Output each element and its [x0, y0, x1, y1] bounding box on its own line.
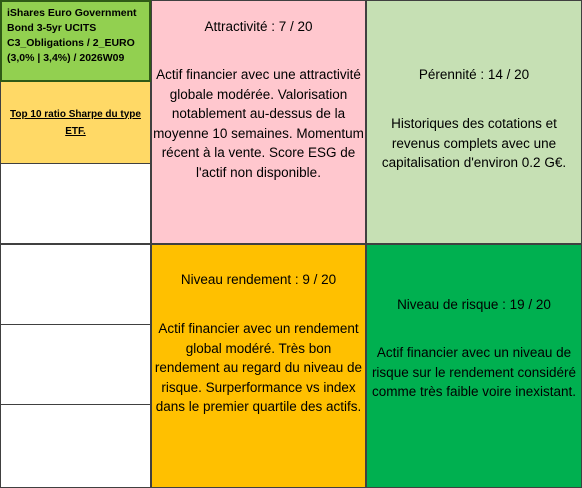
empty-cell — [0, 164, 151, 244]
attractivite-panel — [151, 0, 366, 244]
risque-description: Actif financier avec un niveau de risque sur le rendement considéré comme très faible voire inexistant. — [371, 345, 577, 400]
risque-panel — [366, 244, 582, 488]
attractivite-title: Attractivité : 7 / 20 — [204, 19, 313, 34]
fund-name-line: iShares Euro Government — [7, 7, 137, 19]
rendement-panel — [151, 244, 366, 488]
empty-cell — [0, 244, 151, 325]
perennite-title: Pérennité : 14 / 20 — [418, 67, 530, 82]
fund-name-line: Bond 3-5yr UCITS — [7, 22, 97, 34]
rendement-title: Niveau rendement : 9 / 20 — [180, 272, 337, 287]
attractivite-description: Actif financier avec une attractivité globale modérée. Valorisation notablement au-dessus de la moyenne 10 semaines. Momentum récent à la vente. Score ESG de l'actif non disponible. — [153, 67, 364, 180]
risque-title: Niveau de risque : 19 / 20 — [397, 297, 551, 312]
perennite-panel — [366, 0, 582, 244]
fund-name-cell — [0, 0, 151, 82]
perennite-description: Historiques des cotations et revenus complets avec une capitalisation d'environ 0.2 G€. — [381, 116, 567, 171]
sharpe-ranking-label: Top 10 ratio Sharpe du type ETF. — [10, 108, 141, 137]
fund-name-line: (3,0% | 3,4%) / 2026W09 — [7, 52, 125, 64]
empty-cell — [0, 405, 151, 488]
empty-cell — [0, 325, 151, 405]
sharpe-ranking-cell — [0, 82, 151, 164]
rendement-description: Actif financier avec un rendement global modéré. Très bon rendement au regard du niveau de risque. Surperformance vs index dans le premier quartile des actifs. — [154, 321, 363, 415]
fund-name-line: C3_Obligations / 2_EURO — [7, 37, 135, 49]
